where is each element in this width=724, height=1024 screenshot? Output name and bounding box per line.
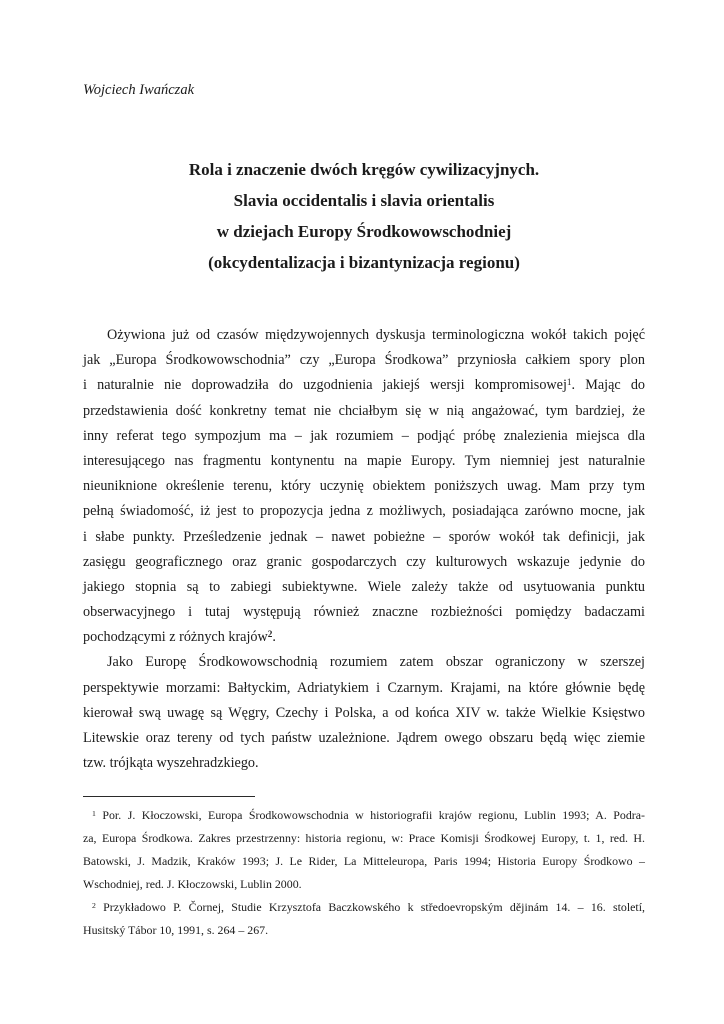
body-text xyxy=(83,323,645,776)
body-paragraph xyxy=(83,650,645,776)
footnote-item xyxy=(83,804,645,896)
footnote-reference: 2 xyxy=(92,900,96,910)
footnote-line: Husitský Tábor 10, 1991, s. 264 – 267. xyxy=(83,923,269,937)
body-line: Jako Europę Środkowowschodnią rozumiem zatem obszar ograniczony w szerszej xyxy=(107,654,645,671)
footnote-reference: 1 xyxy=(566,377,572,388)
title-line: (okcydentalizacja i bizantynizacja regionu) xyxy=(208,253,520,272)
body-line: obserwacyjnego i tutaj występują również znaczne rozbieżności pomiędzy badaczami xyxy=(83,604,645,621)
footnote-line: za, Europa Środkowa. Zakres przestrzenny: historia regionu, w: Prace Komisji Środkowej Europy, t. 1, red. H. xyxy=(83,831,645,845)
title-line: Rola i znaczenie dwóch kręgów cywilizacyjnych. xyxy=(188,160,540,179)
body-line: interesującego nas fragmentu kontynentu na mapie Europy. Tym niemniej jest naturalnie xyxy=(83,452,645,469)
title-line: w dziejach Europy Środkowowschodniej xyxy=(216,222,512,241)
body-line: tzw. trójkąta wyszehradzkiego. xyxy=(83,755,259,772)
body-line: nieuniknione określenie terenu, który uczynię obiektem poniższych uwag. Mam przy tym xyxy=(83,478,645,495)
footnote-line: $^1$ Por. J. Kłoczowski, Europa Środkowowschodnia w historiografii krajów regionu, Lublin 1993; A. Podra- xyxy=(92,808,645,822)
body-line: kierował swą uwagę są Węgry, Czechy i Polska, a od końca XIV w. także Wielkie Księstwo xyxy=(83,704,645,721)
footnote-line: $^2$ Przykładowo P. Čornej, Studie Krzysztofa Baczkowského k středoevropským dějinám 14. – 16. století, xyxy=(92,900,645,914)
body-line: pełną świadomość, iż jest to propozycja jedna z możliwych, posiadająca zarówno mocne, jak xyxy=(83,503,645,520)
body-line: przedstawienia dość konkretny temat nie chciałbym się w nią angażować, tym bardziej, że xyxy=(83,402,645,419)
body-line: inny referat tego sympozjum ma – jak rozumiem – podjąć próbę znalezienia miejsca dla xyxy=(83,427,645,444)
body-line: jak „Europa Środkowowschodnia” czy „Europa Środkowa” przyniosła całkiem spory plon xyxy=(83,352,645,369)
body-line: zasięgu geograficznego oraz granic gospodarczych czy kulturowych wskazuje jedynie do xyxy=(83,553,645,570)
body-line: i słabe punkty. Prześledzenie jednak – nawet pobieżne – sporów wokół tak definicji, jak xyxy=(83,528,645,545)
body-line: Ożywiona już od czasów międzywojennych dyskusja terminologiczna wokół takich pojęć xyxy=(107,327,645,343)
author-line: Wojciech Iwańczak xyxy=(83,82,195,98)
title-line: Slavia occidentalis i slavia orientalis xyxy=(233,191,495,210)
body-line: pochodzącymi z różnych krajów$^2$. xyxy=(83,629,276,646)
body-line: jakiego stopnia są to zabiegi subiektywne. Wiele zależy także od usytuowania punktu xyxy=(83,578,645,595)
body-paragraph xyxy=(83,323,645,650)
document-title xyxy=(83,154,645,278)
footnote-item xyxy=(83,896,645,942)
footnote-line: Wschodniej, red. J. Kłoczowski, Lublin 2000. xyxy=(83,877,302,891)
footnotes-list xyxy=(83,804,645,942)
body-line: i naturalnie nie doprowadziła do uzgodnienia jakiejś wersji kompromisowej$^1$. Mając do xyxy=(83,377,646,394)
footnotes-section xyxy=(83,796,645,942)
body-line: Litewskie oraz tereny od tych państw uzależnione. Jądrem owego obszaru będą więc ziemie xyxy=(83,730,645,746)
footnote-separator xyxy=(83,796,255,797)
body-line: perspektywie morzami: Bałtyckim, Adriatykiem i Czarnym. Krajami, na które głównie będę xyxy=(83,679,645,696)
footnote-line: Batowski, J. Madzik, Kraków 1993; J. Le Rider, La Mitteleuropa, Paris 1994; Historia Europy Środkowo – xyxy=(83,854,645,868)
footnote-reference: 2 xyxy=(267,629,273,640)
footnote-reference: 1 xyxy=(92,808,96,818)
